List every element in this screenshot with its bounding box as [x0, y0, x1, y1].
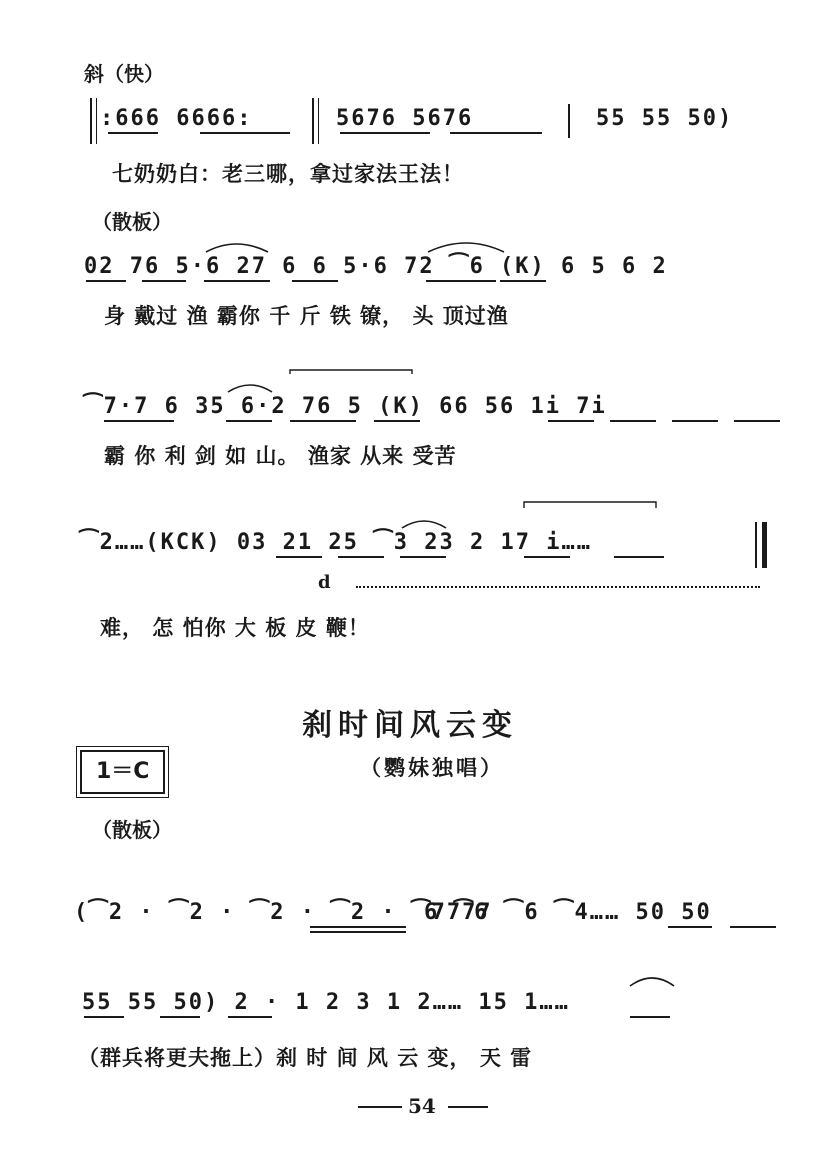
spoken-line: 七奶奶白：老三哪，拿过家法王法！: [112, 161, 464, 186]
notation-row3: ⁀7·7 6 35 6·2 76 5 (K) 66 56 1i 7i: [84, 394, 607, 419]
song-subtitle: （鹦妹独唱）: [360, 755, 504, 780]
notation-row6: 55 55 50) 2 · 1 2 3 1 2…… 15 1……: [82, 990, 570, 1015]
notation-row4: ⁀2……(KCK) 03 21 25 ⁀3 23 2 17 i……: [80, 530, 592, 555]
key-signature-box: 1＝C: [80, 750, 165, 794]
tempo-marking-free-2: （散板）: [92, 818, 172, 842]
lyrics-row2: 身 戴过 渔 霸你 千 斤 铁 镣， 头 顶过渔: [104, 303, 509, 328]
notation-row1-accented: 55 55 50): [596, 106, 734, 131]
notation-row5-intro: (⁀2 · ⁀2 · ⁀2 · ⁀2 · ⁀7777: [74, 900, 493, 925]
lyrics-row3: 霸 你 利 剑 如 山。 渔家 从来 受苦: [104, 443, 457, 468]
page-number-dash-right: [448, 1106, 488, 1108]
dynamic-mark: d: [318, 572, 331, 593]
page-number: 54: [408, 1094, 436, 1118]
notation-row1-repeat-section: :666 6666:: [100, 106, 253, 131]
lyrics-row4: 难， 怎 怕你 大 板 皮 鞭！: [100, 615, 370, 640]
song-title: 刹时间风云变: [302, 708, 518, 743]
notation-row2: 02 76 5·6 27 6 6 5·6 72 ⁀6 (K) 6 5 6 2: [84, 254, 668, 279]
lyrics-row6: （群兵将更夫拖上）刹 时 间 风 云 变， 天 雷: [78, 1045, 533, 1070]
tempo-marking-free: （散板）: [92, 210, 172, 234]
tempo-marking-fast: 斜（快）: [84, 62, 164, 86]
notation-row5-continued: 6 ⁀6 ⁀6 ⁀4…… 50 50: [424, 900, 712, 925]
notation-row1-middle: 5676 5676: [336, 106, 474, 131]
page-number-dash-left: [358, 1106, 402, 1108]
